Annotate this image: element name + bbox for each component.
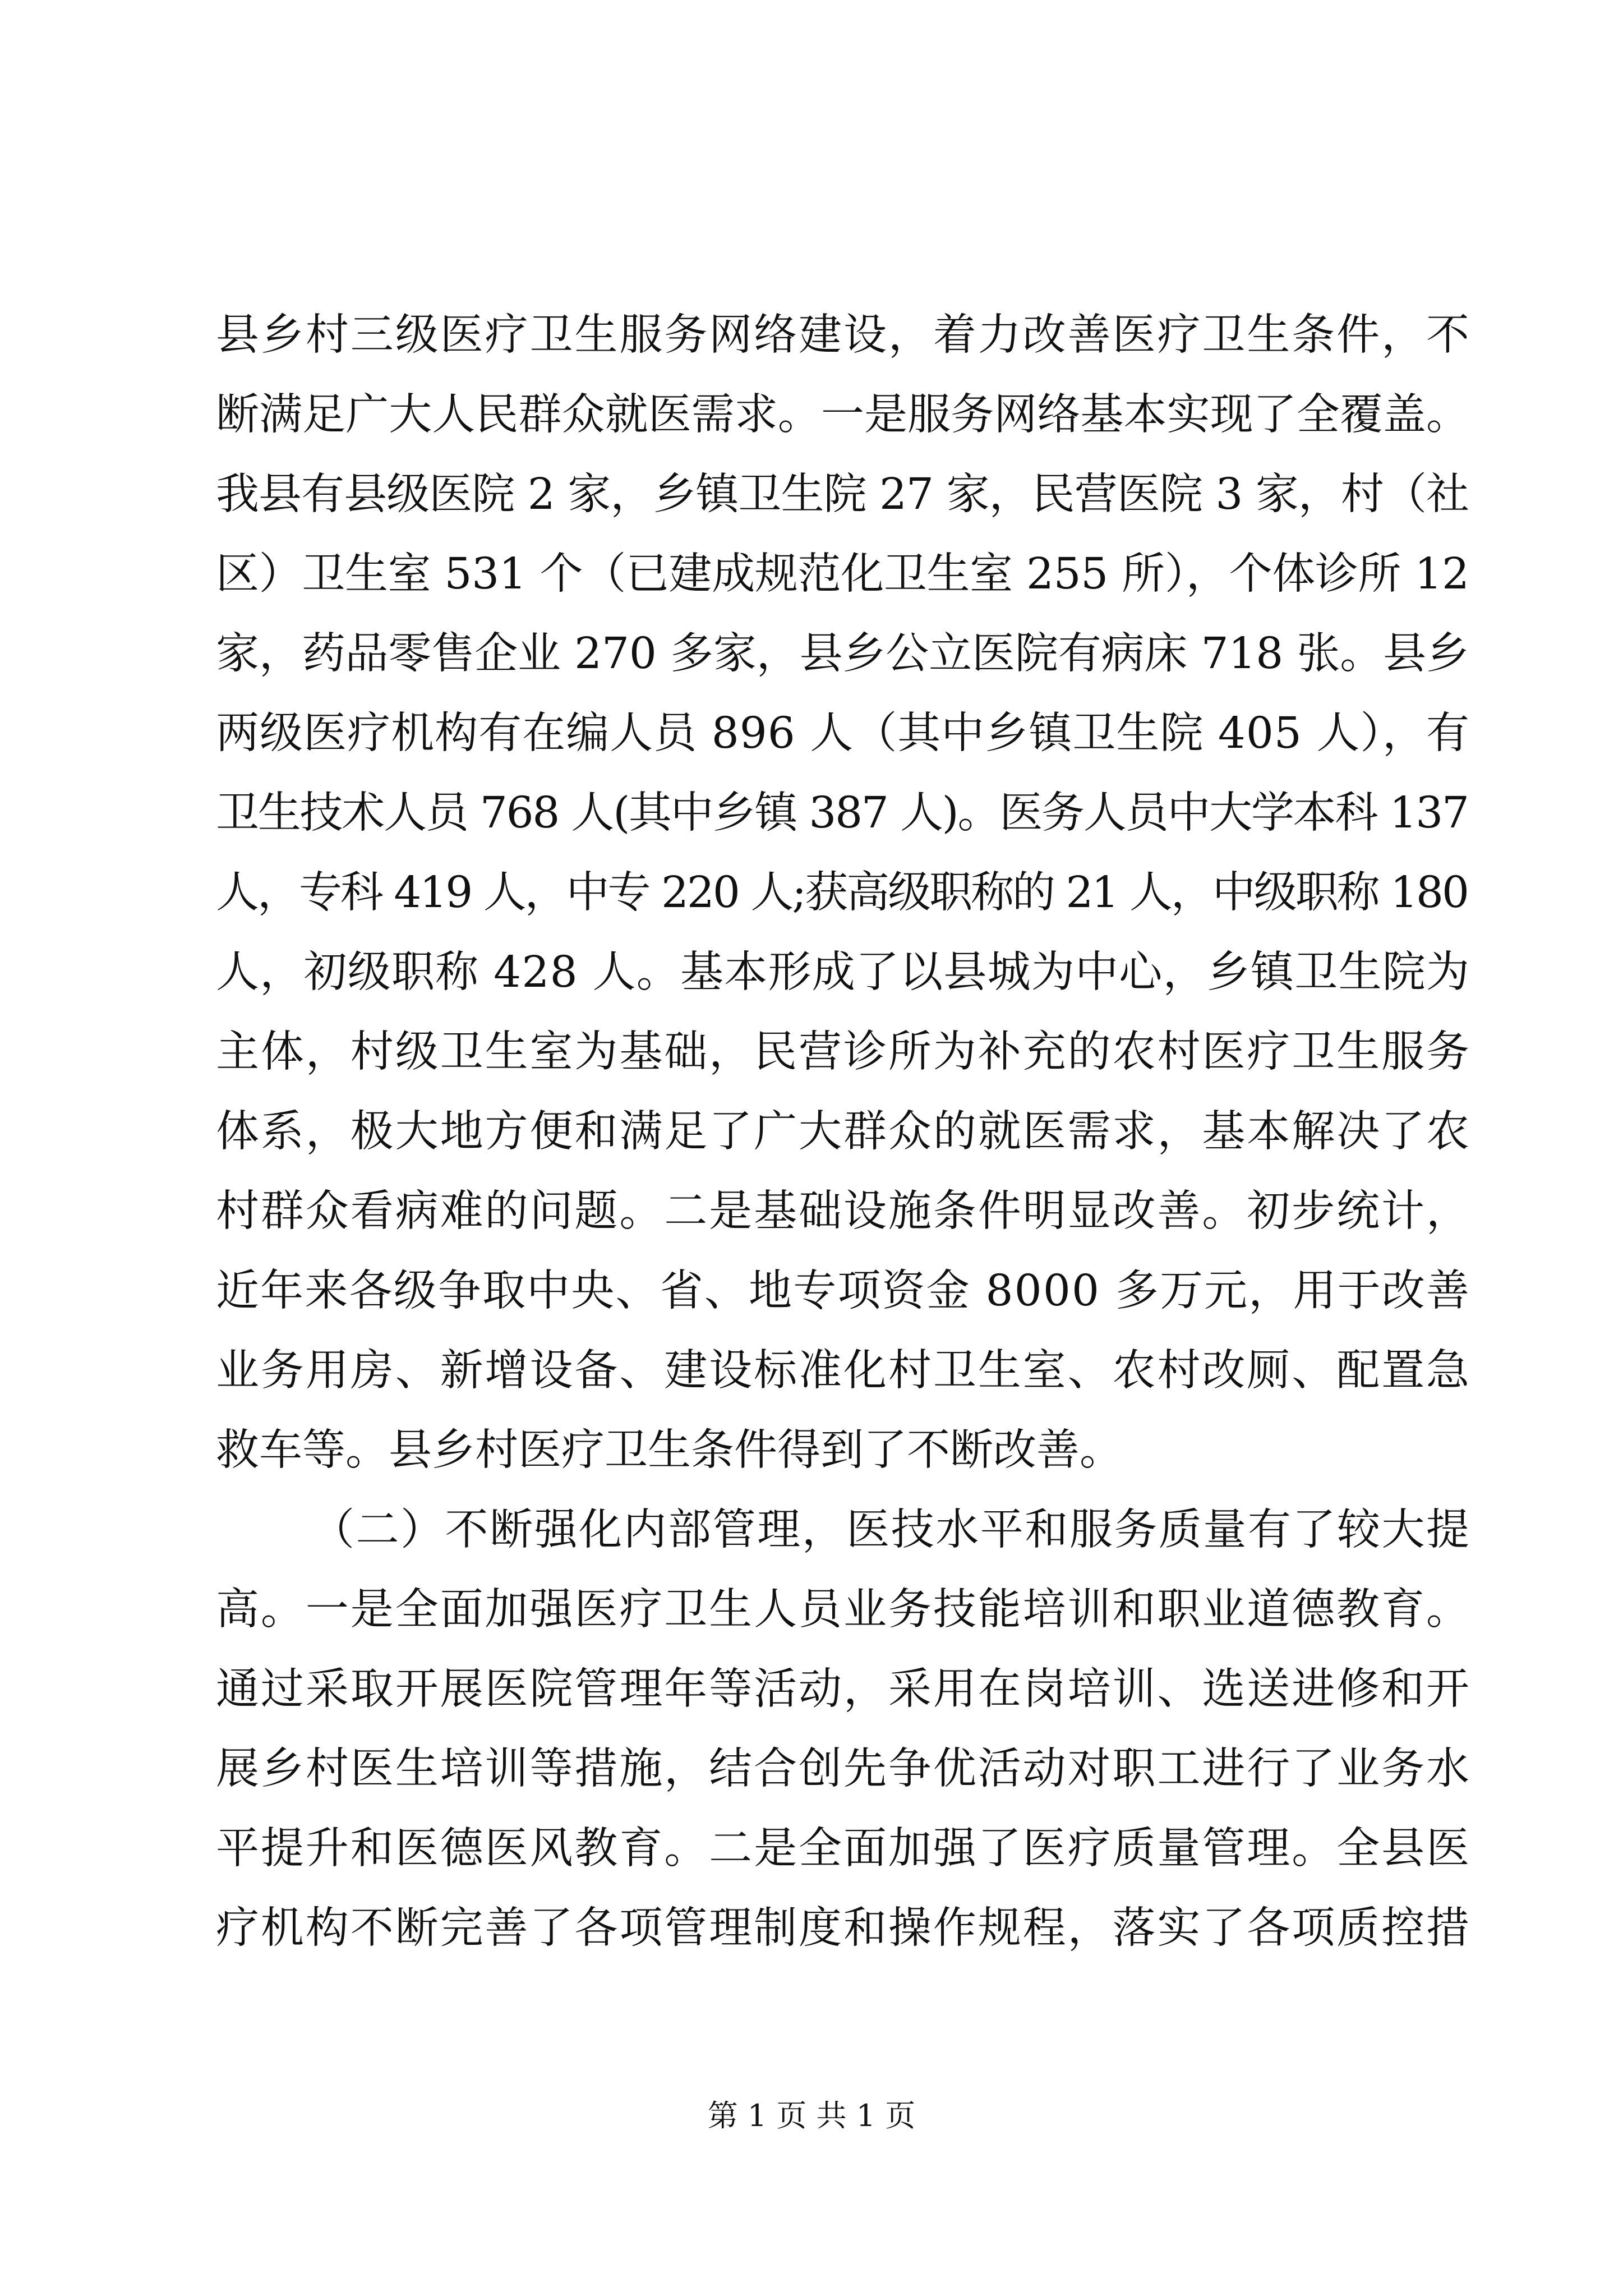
text-line-content: 县乡村三级医疗卫生服务网络建设，着力改善医疗卫生条件，不 <box>216 310 1471 360</box>
text-line-content: 高。一是全面加强医疗卫生人员业务技能培训和职业道德教育。 <box>216 1585 1471 1635</box>
text-line <box>216 455 1469 535</box>
text-line <box>216 1331 1469 1411</box>
text-line-content: 我县有县级医院 2 家，乡镇卫生院 27 家，民营医院 3 家，村（社 <box>216 470 1469 519</box>
text-line-content: 体系，极大地方便和满足了广大群众的就医需求，基本解决了农 <box>216 1107 1471 1157</box>
text-line <box>216 614 1469 694</box>
text-line-content: 人，初级职称 428 人。基本形成了以县城为中心，乡镇卫生院为 <box>216 947 1470 997</box>
text-line <box>216 535 1469 614</box>
text-line <box>216 1251 1469 1331</box>
text-line <box>216 296 1469 375</box>
text-line-content: 疗机构不断完善了各项管理制度和操作规程，落实了各项质控措 <box>216 1903 1471 1953</box>
text-line-content: 主体，村级卫生室为基础，民营诊所为补充的农村医疗卫生服务 <box>216 1027 1471 1077</box>
text-line-content: 救车等。县乡村医疗卫生条件得到了不断改善。 <box>216 1425 1123 1475</box>
text-line-content: 家，药品零售企业 270 多家，县乡公立医院有病床 718 张。县乡 <box>216 629 1469 679</box>
text-line <box>216 1092 1469 1172</box>
page-number: 第 1 页 共 1 页 <box>707 2098 916 2133</box>
text-line-content: 卫生技术人员 768 人(其中乡镇 387 人)。医务人员中大学本科 137 <box>216 788 1468 838</box>
text-line-content: 区）卫生室 531 个（已建成规范化卫生室 255 所），个体诊所 12 <box>216 549 1469 599</box>
text-line <box>216 774 1469 853</box>
text-line <box>216 1411 1469 1490</box>
text-line <box>216 1729 1469 1809</box>
text-line-content: 通过采取开展医院管理年等活动，采用在岗培训、选送进修和开 <box>216 1664 1471 1714</box>
text-line <box>216 853 1469 933</box>
text-line <box>216 375 1469 455</box>
text-line <box>216 933 1469 1013</box>
text-line-content: 展乡村医生培训等措施，结合创先争优活动对职工进行了业务水 <box>216 1744 1471 1794</box>
text-line <box>216 1889 1469 1968</box>
text-line-content: 村群众看病难的问题。二是基础设施条件明显改善。初步统计， <box>216 1186 1471 1236</box>
text-line <box>216 1809 1469 1889</box>
text-line <box>216 1013 1469 1092</box>
text-line-content: 业务用房、新增设备、建设标准化村卫生室、农村改厕、配置急 <box>216 1346 1471 1396</box>
text-line-indented <box>216 1490 1469 1570</box>
text-line-content: 两级医疗机构有在编人员 896 人（其中乡镇卫生院 405 人），有 <box>216 708 1470 758</box>
text-line-content: 平提升和医德医风教育。二是全面加强了医疗质量管理。全县医 <box>216 1824 1471 1874</box>
text-line <box>216 1570 1469 1650</box>
text-line-content: 人，专科 419 人，中专 220 人;获高级职称的 21 人，中级职称 180 <box>216 868 1468 918</box>
text-line <box>216 1172 1469 1251</box>
text-line <box>216 694 1469 774</box>
page-footer <box>0 2096 1623 2136</box>
text-line-content: （二）不断强化内部管理，医技水平和服务质量有了较大提 <box>311 1505 1471 1555</box>
text-line <box>216 1650 1469 1729</box>
text-line-content: 断满足广大人民群众就医需求。一是服务网络基本实现了全覆盖。 <box>216 390 1470 440</box>
document-body <box>216 296 1469 1968</box>
text-line-content: 近年来各级争取中央、省、地专项资金 8000 多万元，用于改善 <box>216 1266 1471 1316</box>
